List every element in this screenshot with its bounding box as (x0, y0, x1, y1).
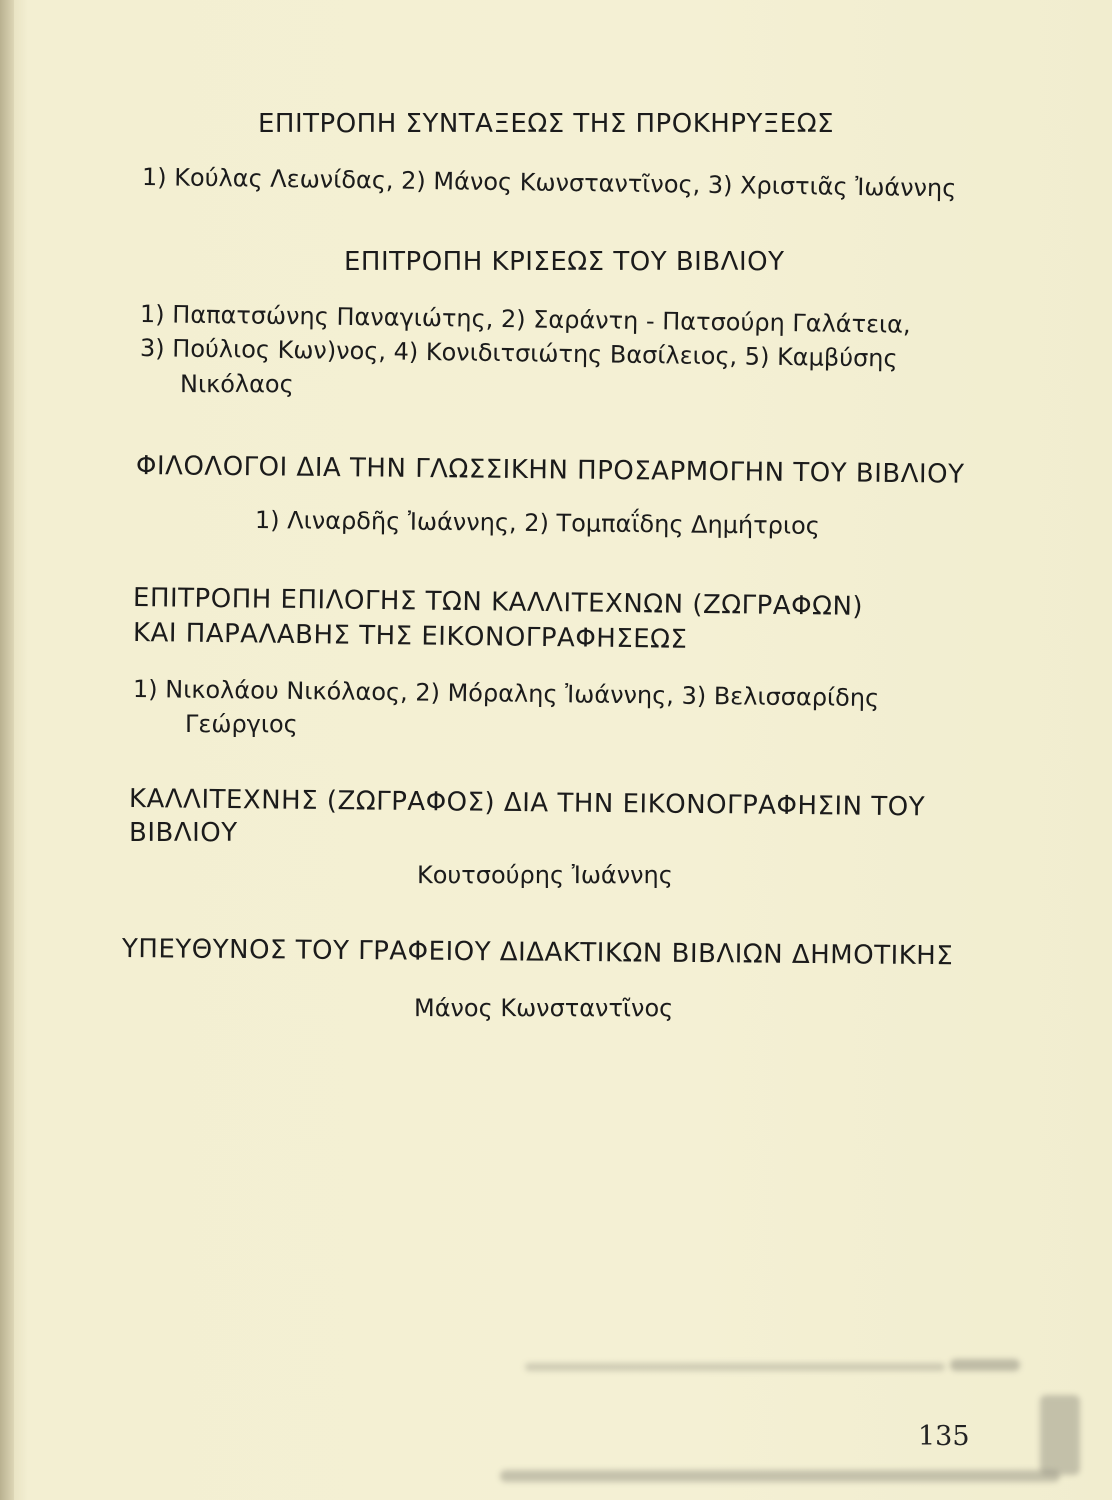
section-3-heading: ΦΙΛΟΛΟΓΟΙ ΔΙΑ ΤΗΝ ΓΛΩΣΣΙΚΗΝ ΠΡΟΣΑΡΜΟΓΗΝ ΤΟΥ ΒΙΒΛΙΟΥ (135, 451, 965, 490)
section-1-line-1: 1) Κούλας Λεωνίδας, 2) Μάνος Κωνσταντῖνος, 3) Χριστιᾶς Ἰωάννης (141, 163, 957, 203)
section-2-line-1: 1) Παπατσώνης Παναγιώτης, 2) Σαράντη - Πατσούρη Γαλάτεια, (139, 300, 911, 339)
section-4-line-1: 1) Νικολάου Νικόλαος, 2) Μόραλης Ἰωάννης, 3) Βελισσαρίδης (132, 675, 880, 713)
scan-smudge (950, 1359, 1020, 1371)
scan-smudge (525, 1363, 945, 1371)
section-2-line-2: 3) Πούλιος Κων)νος, 4) Κονιδιτσιώτης Βασίλειος, 5) Καμβύσης (139, 334, 898, 373)
section-1-heading: ΕΠΙΤΡΟΠΗ ΣΥΝΤΑΞΕΩΣ ΤΗΣ ΠΡΟΚΗΡΥΞΕΩΣ (258, 109, 835, 139)
scan-smudge (1040, 1395, 1080, 1475)
page-number: 135 (918, 1421, 970, 1452)
section-5-heading-line-2: ΒΙΒΛΙΟΥ (129, 818, 238, 848)
section-3-line-1: 1) Λιναρδῆς Ἰωάννης, 2) Τομπαΐδης Δημήτριος (254, 506, 820, 540)
section-4-heading-line-2: ΚΑΙ ΠΑΡΑΛΑΒΗΣ ΤΗΣ ΕΙΚΟΝΟΓΡΑΦΗΣΕΩΣ (132, 618, 688, 655)
section-4-heading-line-1: ΕΠΙΤΡΟΠΗ ΕΠΙΛΟΓΗΣ ΤΩΝ ΚΑΛΛΙΤΕΧΝΩΝ (ΖΩΓΡΑΦΩΝ) (132, 583, 864, 622)
section-2-heading: ΕΠΙΤΡΟΠΗ ΚΡΙΣΕΩΣ ΤΟΥ ΒΙΒΛΙΟΥ (344, 247, 785, 277)
section-4-line-2: Γεώργιος (185, 710, 298, 738)
page-binding-edge (0, 0, 14, 1500)
section-2-line-3: Νικόλαος (180, 370, 294, 398)
section-5-line-1: Κουτσούρης Ἰωάννης (417, 861, 673, 889)
scan-smudge (500, 1470, 1060, 1482)
section-5-heading-line-1: ΚΑΛΛΙΤΕΧΝΗΣ (ΖΩΓΡΑΦΟΣ) ΔΙΑ ΤΗΝ ΕΙΚΟΝΟΓΡΑΦΗΣΙΝ ΤΟΥ (128, 784, 926, 823)
section-6-line-1: Μάνος Κωνσταντῖνος (414, 994, 674, 1022)
section-6-heading: ΥΠΕΥΘΥΝΟΣ ΤΟΥ ΓΡΑΦΕΙΟΥ ΔΙΔΑΚΤΙΚΩΝ ΒΙΒΛΙΩΝ ΔΗΜΟΤΙΚΗΣ (121, 934, 954, 972)
